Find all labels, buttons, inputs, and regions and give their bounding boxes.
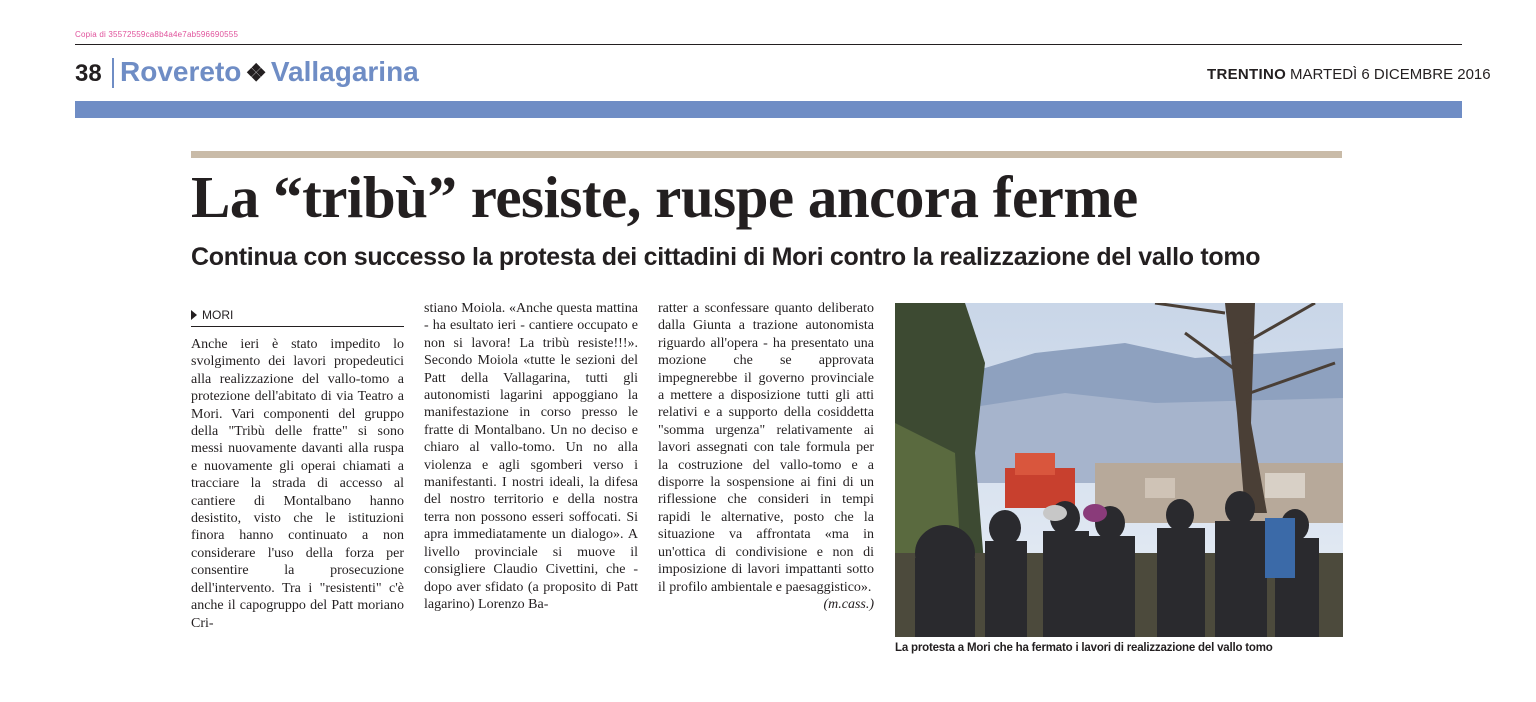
article-column-3-text: ratter a sconfessare quanto deliberato dalla Giunta a trazione autonomista riguardo all'opera - ha presentato una mozione che se approvata impegnerebbe il governo provinciale a mettere a disposizione tutti gli atti relativi e a supporto della cosiddetta "somma urgenza" relativamente ai lavori assegnati con tale formula per la costruzione del vallo-tomo e a disporre la sospensione ai fini di un riflessione che consideri in tempi rapidi le alternative, posto che la situazione va affrontata «ma in un'ottica di condivisione e non di imposizione di lavori impattanti sotto il profilo ambientale e paesaggistico».	[658, 301, 874, 595]
header-divider	[112, 58, 114, 88]
protest-photo	[895, 303, 1343, 637]
subheadline: Continua con successo la protesta dei cittadini di Mori contro la realizzazione del vallo tomo	[191, 243, 1261, 271]
subsection-name: Vallagarina	[270, 56, 419, 87]
dateline-location: MORI	[202, 308, 234, 322]
author-signature: (m.cass.)	[823, 596, 874, 612]
photo-caption: La protesta a Mori che ha fermato i lavori di realizzazione del vallo tomo	[895, 642, 1273, 654]
article-column-3	[658, 300, 874, 613]
section-band	[75, 101, 1462, 118]
section-name: Rovereto	[120, 56, 242, 87]
triangle-bullet-icon	[191, 310, 197, 320]
copy-notice: Copia di 35572559ca8b4a4e7ab596690555	[75, 30, 239, 39]
headline: La “tribù” resiste, ruspe ancora ferme	[191, 164, 1138, 230]
newspaper-name: TRENTINO	[1207, 66, 1287, 83]
top-rule	[75, 44, 1462, 45]
headline-rule	[191, 151, 1342, 158]
dateline	[191, 308, 404, 327]
issue-date: MARTEDÌ 6 DICEMBRE 2016	[1290, 66, 1491, 83]
article-column-1: Anche ieri è stato impedito lo svolgimento dei lavori propedeutici alla realizzazione del vallo-tomo a protezione dell'abitato di via Teatro a Mori. Vari componenti del gruppo della "Tribù delle fratte" si sono messi nuovamente davanti alla ruspa e nuovamente gli operai chiamati a tracciare la strada di accesso al cantiere di Montalbano hanno desistito, visto che le istituzioni finora hanno continuato a non considerare l'uso della forza per consentire la prosecuzione dell'intervento. Tra i "resistenti" c'è anche il capogruppo del Patt moriano Cri-	[191, 337, 404, 631]
article-column-2: stiano Moiola. «Anche questa mattina - ha esultato ieri - cantiere occupato e non si lavora! La tribù resiste!!!». Secondo Moiola «tutte le sezioni del Patt della Vallagarina, tutti gli autonomisti lagarini appoggiano la manifestazione in corso presso le fratte di Montalbano. Un no deciso e chiaro al vallo-tomo. Un no alla violenza e agli sgomberi verso i manifestanti. I nostri ideali, la difesa del nostro territorio e della nostra terra non possono esseri soffocati. Si apra immediatamente un dialogo». A livello provinciale si muove il consigliere Claudio Civettini, che - dopo aver sfidato (a proposito di Patt lagarino) Lorenzo Ba-	[424, 301, 638, 612]
page-number: 38	[75, 60, 102, 87]
diamond-separator-icon: ❖	[245, 60, 267, 87]
section-title	[120, 56, 419, 88]
protest-photo-illustration	[895, 303, 1343, 637]
